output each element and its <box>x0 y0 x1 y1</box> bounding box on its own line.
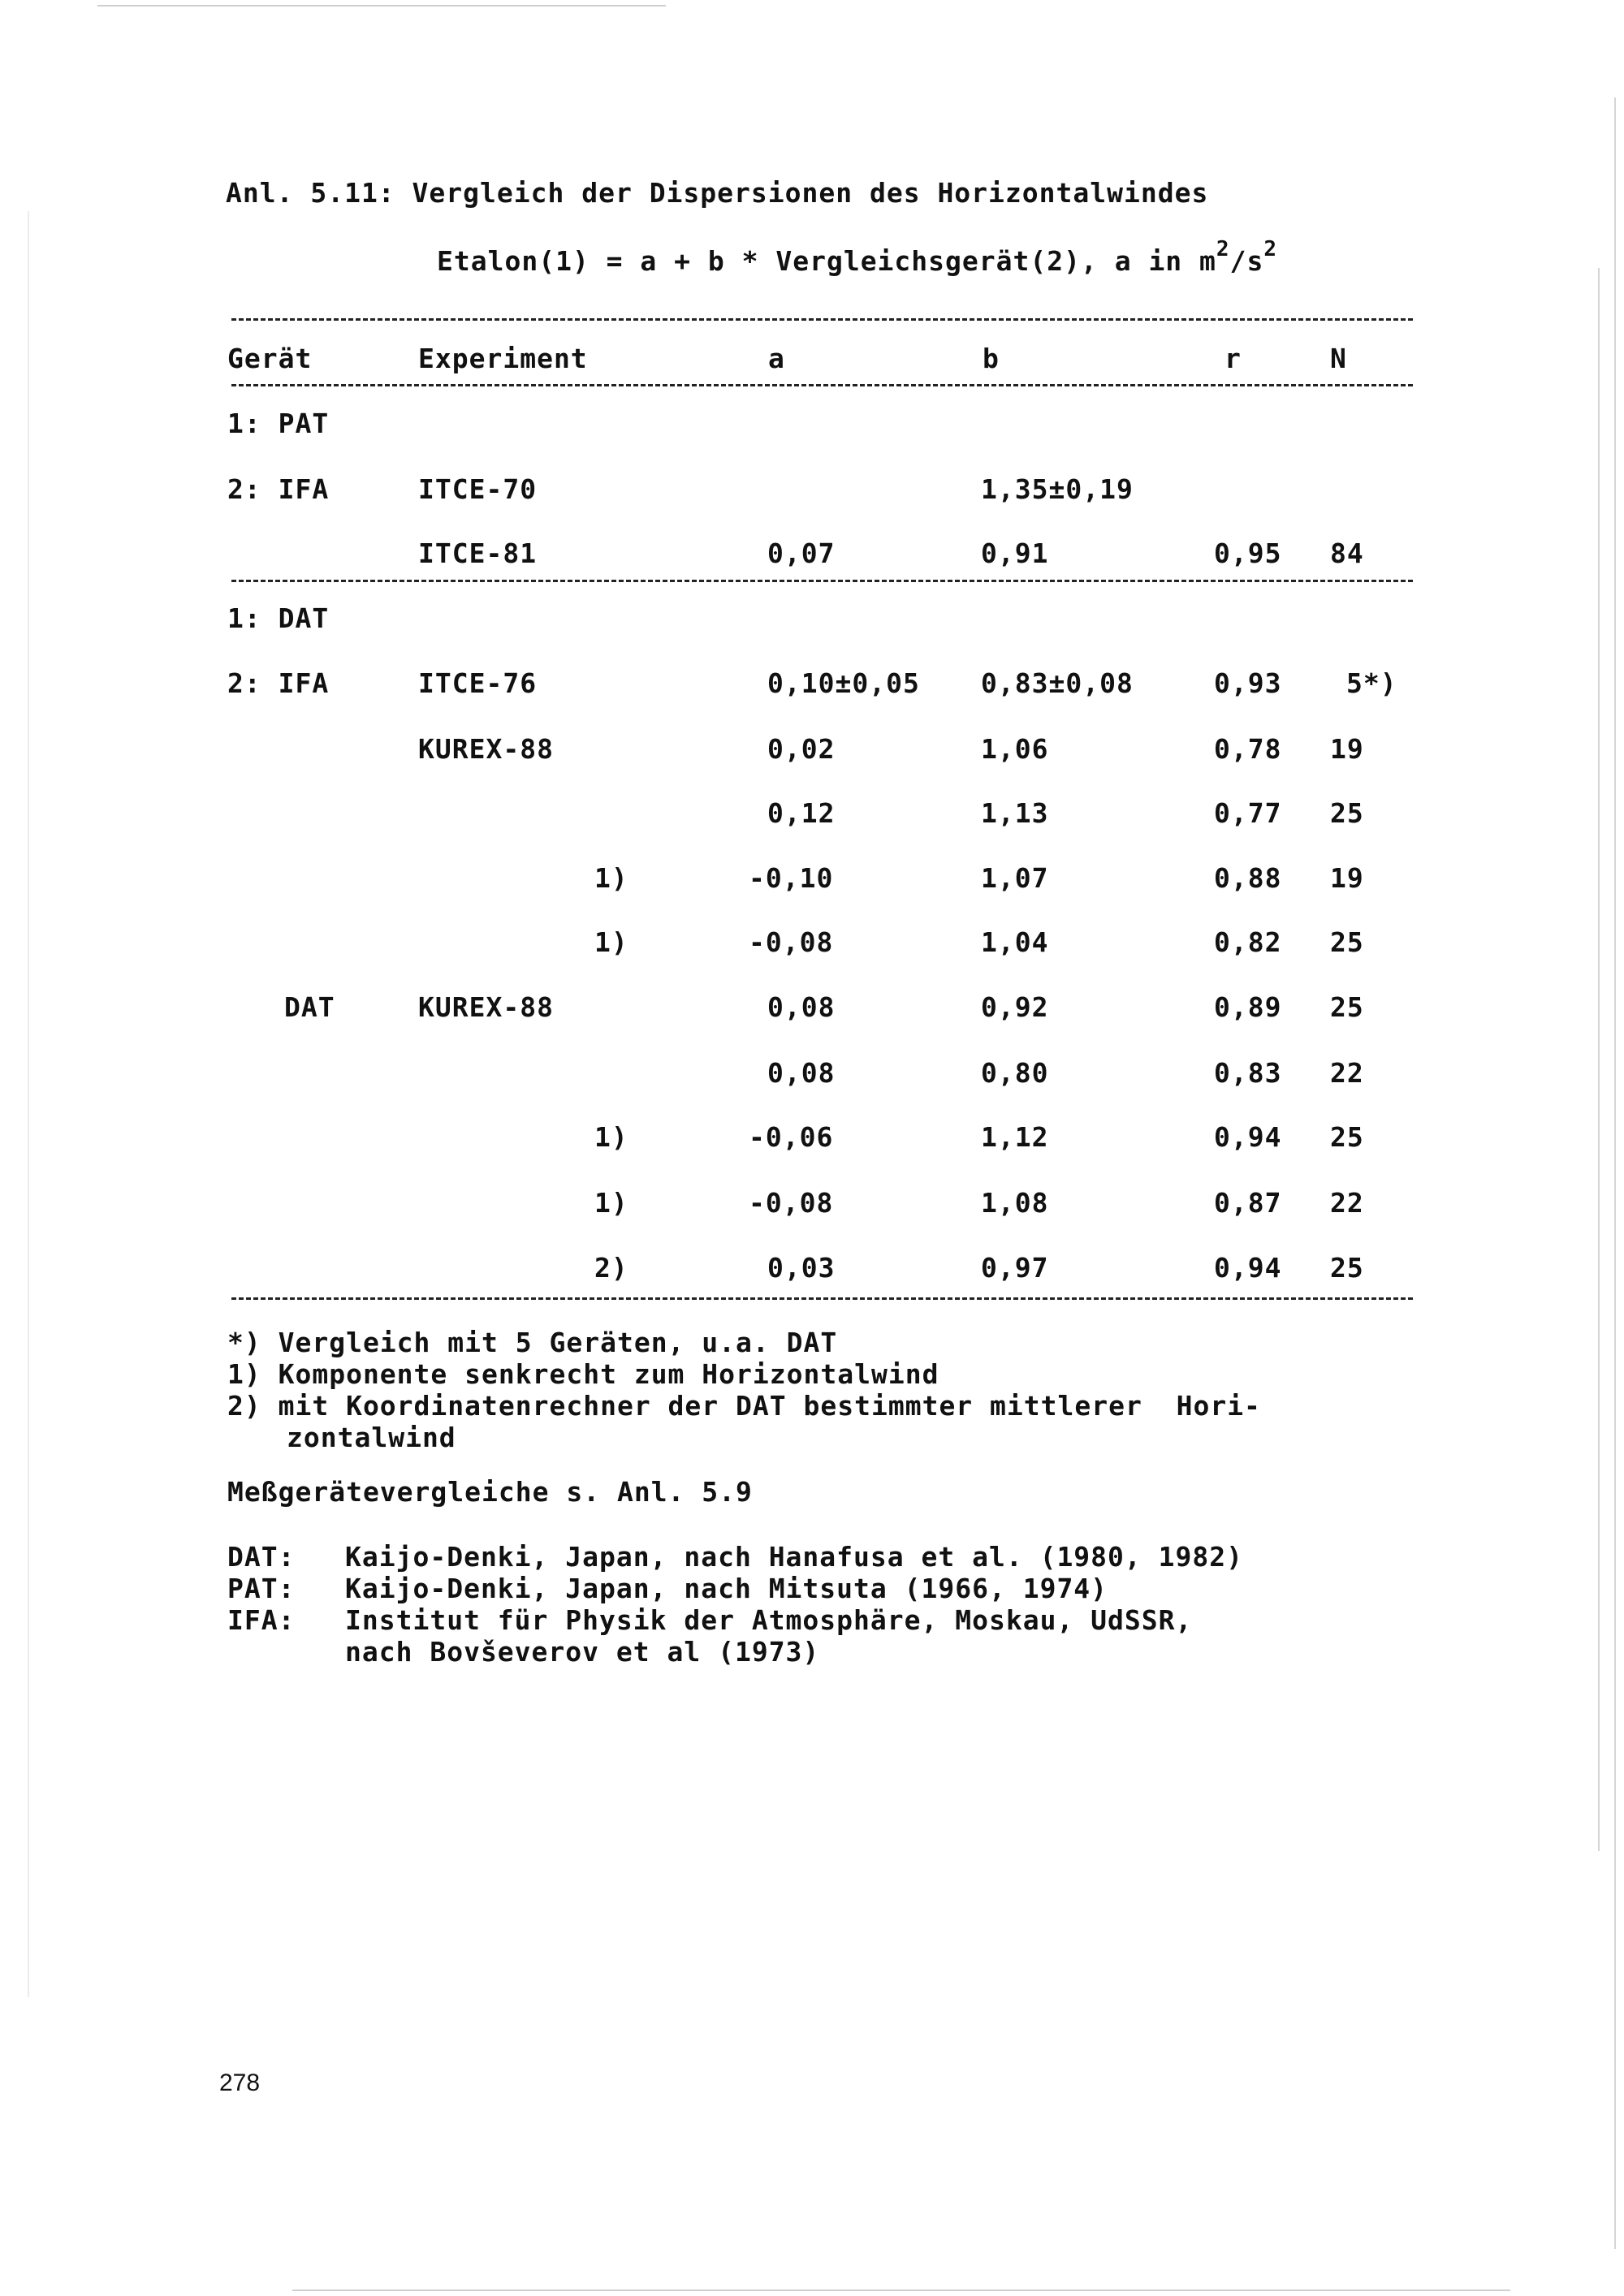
cell-n: 25 <box>1330 991 1364 1023</box>
cell-note: 1) <box>594 1187 628 1219</box>
cell-n: 84 <box>1330 537 1364 569</box>
cell-a: 0,07 <box>767 537 836 569</box>
scan-edge-right <box>1598 268 1600 1851</box>
cell-b: 0,80 <box>981 1057 1049 1089</box>
footnote-2-continuation: zontalwind <box>287 1422 456 1453</box>
cell-a: -0,10 <box>749 862 834 894</box>
cell-n: 5*) <box>1346 667 1397 699</box>
cell-b: 1,08 <box>981 1187 1049 1219</box>
device-text-dat: Kaijo-Denki, Japan, nach Hanafusa et al. (1980, 1982) <box>345 1541 1243 1573</box>
cell-a: 0,12 <box>767 797 836 829</box>
page-number: 278 <box>219 2069 261 2096</box>
see-also-note: Meßgerätevergleiche s. Anl. 5.9 <box>227 1476 753 1508</box>
device-label-pat: PAT: <box>227 1573 296 1604</box>
cell-r: 0,93 <box>1214 667 1282 699</box>
formula-text: Etalon(1) = a + b * Vergleichsgerät(2), a in m <box>437 245 1216 277</box>
cell-note: 1) <box>594 1121 628 1153</box>
cell-b: 0,91 <box>981 537 1049 569</box>
group-label-1: 1: DAT <box>227 602 330 634</box>
device-label-ifa: IFA: <box>227 1604 296 1636</box>
scan-edge-top <box>97 5 666 6</box>
footnote-1: 1) Komponente senkrecht zum Horizontalwind <box>227 1358 939 1390</box>
cell-a: 0,08 <box>767 1057 836 1089</box>
cell-a: -0,08 <box>749 926 834 958</box>
cell-b: 0,97 <box>981 1252 1049 1284</box>
header-a: a <box>768 343 785 374</box>
header-b: b <box>983 343 1000 374</box>
page-title: Anl. 5.11: Vergleich der Dispersionen des Horizontalwindes <box>226 177 1209 209</box>
regression-formula <box>437 237 1277 278</box>
table-rule-top <box>231 318 1413 321</box>
table-rule-header <box>231 384 1413 386</box>
device-label-dat: DAT: <box>227 1541 296 1573</box>
device-text-ifa-line2: nach Bovševerov et al (1973) <box>345 1636 820 1668</box>
cell-a: -0,06 <box>749 1121 834 1153</box>
cell-b: 1,12 <box>981 1121 1049 1153</box>
footnote-star: *) Vergleich mit 5 Geräten, u.a. DAT <box>227 1327 838 1358</box>
cell-b: 1,07 <box>981 862 1049 894</box>
cell-r: 0,77 <box>1214 797 1282 829</box>
cell-r: 0,94 <box>1214 1121 1282 1153</box>
cell-b: 1,35±0,19 <box>981 473 1134 505</box>
cell-n: 25 <box>1330 797 1364 829</box>
cell-note: 2) <box>594 1252 628 1284</box>
group-label-2: 2: IFA <box>227 667 330 699</box>
cell-a: -0,08 <box>749 1187 834 1219</box>
cell-experiment: ITCE-70 <box>418 473 538 505</box>
cell-n: 22 <box>1330 1057 1364 1089</box>
cell-experiment: ITCE-76 <box>418 667 538 699</box>
formula-exp-m: 2 <box>1216 237 1230 261</box>
cell-a: 0,02 <box>767 733 836 765</box>
cell-experiment: KUREX-88 <box>418 991 554 1023</box>
cell-a: 0,08 <box>767 991 836 1023</box>
cell-experiment: KUREX-88 <box>418 733 554 765</box>
cell-b: 1,13 <box>981 797 1049 829</box>
device-text-pat: Kaijo-Denki, Japan, nach Mitsuta (1966, 1974) <box>345 1573 1108 1604</box>
cell-b: 1,04 <box>981 926 1049 958</box>
cell-experiment: ITCE-81 <box>418 537 538 569</box>
scan-edge-right-outer <box>1614 97 1616 2249</box>
group-label-2: 2: IFA <box>227 473 330 505</box>
cell-n: 19 <box>1330 733 1364 765</box>
cell-r: 0,88 <box>1214 862 1282 894</box>
cell-r: 0,94 <box>1214 1252 1282 1284</box>
scan-edge-left <box>28 211 29 1997</box>
cell-a: 0,03 <box>767 1252 836 1284</box>
cell-note: 1) <box>594 862 628 894</box>
cell-r: 0,87 <box>1214 1187 1282 1219</box>
cell-r: 0,89 <box>1214 991 1282 1023</box>
group-label-1: 1: PAT <box>227 408 330 439</box>
cell-r: 0,95 <box>1214 537 1282 569</box>
cell-geraet: DAT <box>284 991 335 1023</box>
cell-r: 0,83 <box>1214 1057 1282 1089</box>
cell-r: 0,78 <box>1214 733 1282 765</box>
cell-b: 0,83±0,08 <box>981 667 1134 699</box>
cell-n: 25 <box>1330 1252 1364 1284</box>
cell-a: 0,10±0,05 <box>767 667 920 699</box>
cell-r: 0,82 <box>1214 926 1282 958</box>
table-rule-bottom <box>231 1297 1413 1300</box>
cell-n: 25 <box>1330 926 1364 958</box>
header-experiment: Experiment <box>418 343 588 374</box>
header-r: r <box>1224 343 1242 374</box>
cell-b: 0,92 <box>981 991 1049 1023</box>
cell-n: 25 <box>1330 1121 1364 1153</box>
header-n: N <box>1330 343 1347 374</box>
cell-b: 1,06 <box>981 733 1049 765</box>
device-text-ifa-line1: Institut für Physik der Atmosphäre, Moskau, UdSSR, <box>345 1604 1193 1636</box>
footnote-2: 2) mit Koordinatenrechner der DAT bestimmter mittlerer Hori- <box>227 1390 1261 1422</box>
formula-exp-s: 2 <box>1263 237 1277 261</box>
cell-n: 19 <box>1330 862 1364 894</box>
formula-slash: /s <box>1229 245 1264 277</box>
header-geraet: Gerät <box>227 343 313 374</box>
cell-n: 22 <box>1330 1187 1364 1219</box>
scan-edge-bottom <box>292 2290 1510 2291</box>
table-rule-mid <box>231 580 1413 582</box>
cell-note: 1) <box>594 926 628 958</box>
